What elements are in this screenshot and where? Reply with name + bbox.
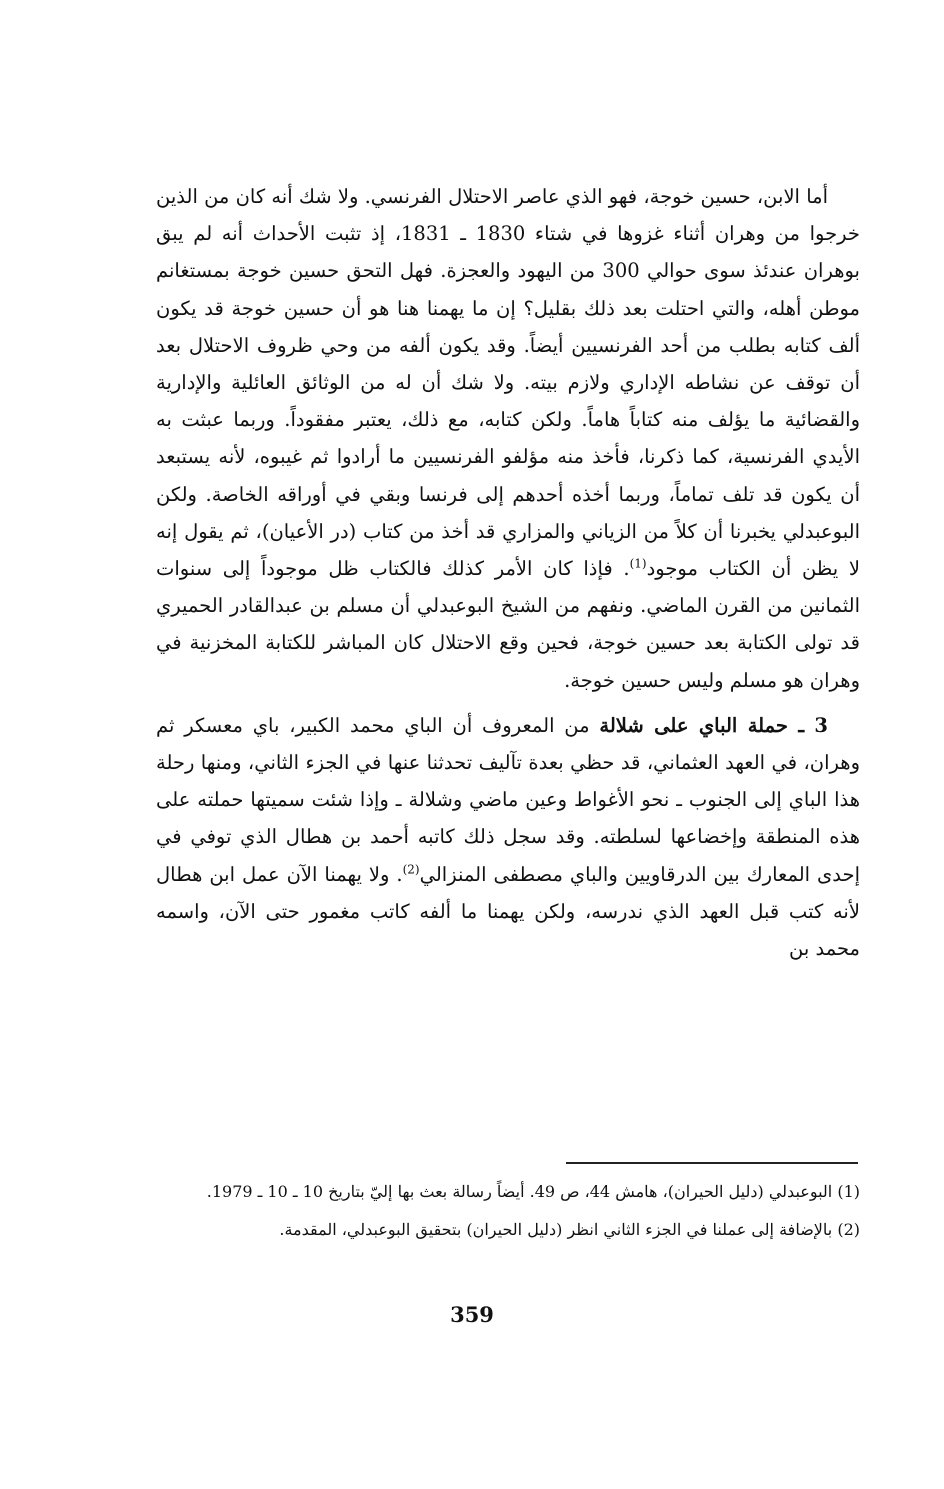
footnote-2: (2) بالإضافة إلى عملنا في الجزء الثاني انظر (دليل الحيران) بتحقيق البوعبدلي، المقدمة. — [279, 1220, 860, 1239]
paragraph-1 — [156, 178, 860, 699]
footnotes — [156, 1178, 860, 1254]
footnote-divider — [566, 1162, 858, 1164]
paragraph-1-text-a: أما الابن، حسين خوجة، فهو الذي عاصر الاحتلال الفرنسي. ولا شك أنه كان من الذين خرجوا من وهران أثناء غزوها في شتاء 1830 ـ 1831، إذ تثبت الأحداث أنه لم يبق بوهران عندئذ سوى حوالي 300 من اليهود والعجزة. فهل التحق حسين خوجة بمستغانم موطن أهله، والتي احتلت بعد ذلك بقليل؟ إن ما يهمنا هنا هو أن حسين خوجة قد يكون ألف كتابه بطلب من أحد الفرنسيين أيضاً. وقد يكون ألفه من وحي ظروف الاحتلال بعد أن توقف عن نشاطه الإداري ولازم بيته. ولا شك أن له من الوثائق العائلية والإدارية والقضائية ما يؤلف منه كتاباً هاماً. ولكن كتابه، مع ذلك، يعتبر مفقوداً. وربما عبثت به الأيدي الفرنسية، كما ذكرنا، فأخذ منه مؤلفو الفرنسيين ما أرادوا ثم غيبوه، لأنه يستبعد أن يكون قد تلف تماماً، وربما أخذه أحدهم إلى فرنسا وبقي في أوراقه الخاصة. ولكن البوعبدلي يخبرنا أن كلاً من الزياني والمزاري قد أخذ من كتاب (در الأعيان)، ثم يقول إنه لا يظن أن الكتاب موجود — [156, 185, 860, 581]
paragraph-2-text-a: من المعروف أن الباي محمد الكبير، باي معسكر ثم وهران، في العهد العثماني، قد حظي بعدة تآليف تحدثنا عنها في الجزء الثاني، ومنها رحلة هذا الباي إلى الجنوب ـ نحو الأغواط وعين ماضي وشلالة ـ وإذا شئت سميتها حملته على هذه المنطقة وإخضاعها لسلطته. وقد سجل ذلك كاتبه أحمد بن هطال الذي توفي في إحدى المعارك بين الدرقاويين والباي مصطفى المنزالي — [156, 713, 860, 886]
paragraph-2-text-b: . ولا يهمنا الآن عمل ابن هطال لأنه كتب قبل العهد الذي ندرسه، ولكن يهمنا ما ألفه كاتب مغمور حتى الآن، واسمه محمد بن — [156, 862, 860, 961]
paragraph-2 — [156, 707, 860, 967]
footnote-ref-1: (1) — [629, 556, 647, 571]
section-heading: 3 ـ حملة الباي على شلالة — [599, 713, 828, 737]
main-text — [156, 178, 860, 967]
page-number: 359 — [450, 1302, 494, 1327]
footnote-1: (1) البوعبدلي (دليل الحيران)، هامش 44، ص 49. أيضاً رسالة بعث بها إليّ بتاريخ 10 ـ 10 ـ 1979. — [206, 1182, 860, 1201]
paragraph-1-text-b: . فإذا كان الأمر كذلك فالكتاب ظل موجوداً إلى سنوات الثمانين من القرن الماضي. ونفهم من الشيخ البوعبدلي أن مسلم بن عبدالقادر الحميري قد تولى الكتابة بعد حسين خوجة، فحين وقع الاحتلال كان المباشر للكتابة المخزنية في وهران هو مسلم وليس حسين خوجة. — [156, 557, 860, 692]
footnote-ref-2: (2) — [402, 862, 420, 877]
